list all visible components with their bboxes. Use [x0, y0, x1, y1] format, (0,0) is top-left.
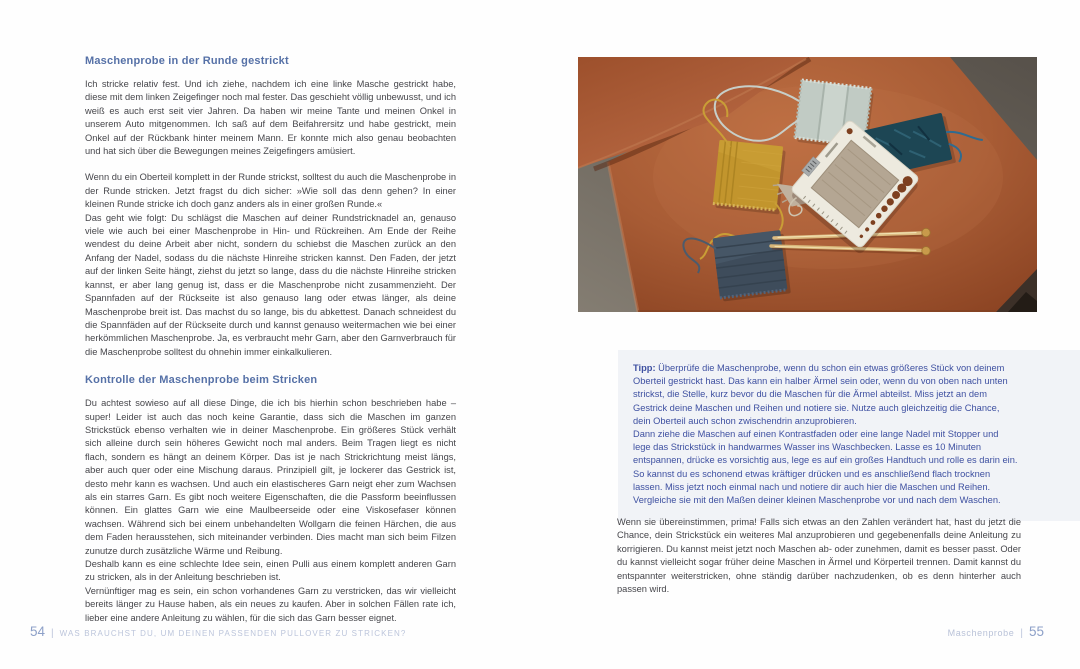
right-page-paragraph: Wenn sie übereinstimmen, prima! Falls sich etwas an den Zahlen verändert hat, hast du jetzt die Chance, dein Strickstück ein weiteres Mal anzuprobieren und gegebenenfalls deine Anleitung zu korrigieren. Du kannst meist jetzt noch Maschen ab- oder zunehmen, damit es besser passt. Oder du kannst vielleicht sogar früher deine Maschen in Ärmel und Körperteil trennen. Damit kannst du entspannter weiterstricken, ohne ständig darüber nachzudenken, ob es denn hinterher auch passen wird. [617, 517, 1021, 595]
tip-paragraph-1 [633, 362, 1018, 428]
tip-label: Tipp: [633, 363, 656, 373]
paragraph: Ich stricke relativ fest. Und ich ziehe, nachdem ich eine linke Masche gestrickt habe, diese mit dem linken Zeigefinger noch mal fester. Das geschieht völlig unbewusst, und ich weiß es auch erst seit vier Jahren. Da haben wir meine Tante und meinen Onkel in unserem Auto mitgenommen. Ich saß auf dem Beifahrersitz und habe gestrickt, mein Onkel auf der Rückbank hinter meinem Mann. Er konnte mich also genau beobachten und hat sich über die Bewegungen meines Zeigefingers amüsiert. [85, 79, 456, 157]
page-number-right: 55 [1028, 624, 1044, 639]
needle-knob-icon [922, 247, 930, 255]
chapter-caption-right: Maschenprobe [947, 628, 1015, 638]
photo-knitting-swatches [578, 57, 1037, 312]
paragraph: Vernünftiger mag es sein, ein schon vorhandenes Garn zu verstricken, das wir vielleicht bereits länger zu Hause haben, als ein neues zu kaufen. Aber in solchen Fällen rate ich, lieber eine andere Anleitung zu wählen, für die sich das Garn besser eignet. [85, 585, 456, 623]
tip-text-1: Überprüfe die Maschenprobe, wenn du schon ein etwas größeres Stück von deinem Oberteil gestrickt hast. Das kann ein halber Ärmel sein oder, wenn du von oben nach unten strickst, die Stelle, kurz bevor du die Maschen für die Ärmel abteilst. Miss jetzt an dem Gestrick deine Maschen und Reihen und notiere sie. Nutze auch gleichzeitig die Chance, dein Oberteil auch schon zwischendrin anzuprobieren. [633, 363, 1008, 426]
section-heading-kontrolle: Kontrolle der Maschenprobe beim Stricken [85, 374, 318, 387]
footer-left [30, 624, 406, 639]
chapter-caption: WAS BRAUCHST DU, UM DEINEN PASSENDEN PULLOVER ZU STRICKEN? [59, 629, 407, 638]
paragraph: Wenn du ein Oberteil komplett in der Runde strickst, solltest du auch die Maschenprobe in der Runde stricken. Jetzt fragst du dich sicher: »Wie soll das denn gehen? In einer kleinen Runde stricke ich doch ganz anders als in einer großen Runde.« [85, 172, 456, 210]
paragraph: Du achtest sowieso auf all diese Dinge, die ich bis hierhin schon beschrieben habe – super! Leider ist auch das noch keine Garantie, dass sich die Maschen im ganzen Strickstück ebenso verhalten wie in deiner Maschenprobe. Ein größeres Stück verhält sich alleine durch sein höheres Gewicht noch mal anders. Beim Tragen liegt es nicht flach, sondern es hängt an deinem Körper. Das ist je nach Strickrichtung meist längs, aber auch quer oder eine Mischung daraus. Prinzipiell gilt, je lockerer das Gestrick ist, desto mehr kann es wachsen. Und auch ein elastischeres Garn neigt eher zum Wachsen als ein starres Garn. Es gibt noch weitere Eigenschaften, die die Passform beeinflussen können. Ein glattes Garn wie eine Maulbeerseide oder eine Viskosefaser können wachsen. Während sich bei einem unbehandelten Wollgarn die feinen Härchen, die aus dem Faden herausstehen, sich miteinander verbinden. Dies macht man sich beim Filzen zunutze durch zusätzliche Wärme und Reibung. [85, 398, 456, 556]
paragraph: Deshalb kann es eine schlechte Idee sein, einen Pulli aus einem komplett anderen Garn zu stricken, als in der Anleitung beschrieben ist. [85, 559, 456, 583]
photo-illustration [578, 57, 1037, 312]
footer-right [948, 624, 1044, 639]
tip-paragraph-2: Dann ziehe die Maschen auf einen Kontrastfaden oder eine lange Nadel mit Stopper und lege das Strickstück in handwarmes Wasser ins Waschbecken. Lasse es 10 Minuten entspannen, drücke es vorsichtig aus, lege es auf ein großes Handtuch und rolle es darin ein. So kannst du es schonend etwas kräftiger drücken und es anschließend flach trocknen lassen. Miss jetzt noch einmal nach und notiere dir auch hier die Maschen und Reihen. Vergleiche sie mit den Maßen deiner kleinen Maschenprobe vor und nach dem Waschen. [633, 429, 1018, 506]
needle-knob-icon [922, 228, 930, 236]
footer-divider: | [51, 628, 54, 639]
paragraph: Das geht wie folgt: Du schlägst die Maschen auf deiner Rundstricknadel an, genauso viele wie auch bei einer Maschenprobe in Hin- und Rückreihen. Am Ende der Reihe wendest du deine Arbeit aber nicht, sondern du schiebst die Maschen zurück an den Anfang der Nadel, sodass du die nächste Hinreihe stricken kannst. Den Faden, der jetzt auf der linken Seite hängt, ziehst du jetzt so lange, dass du die nächste Hinreihe stricken kannst, er aber lang genug ist, dass er die Maschenprobe nicht zusammenzieht. Der Spannfaden auf der Rückseite ist also genauso lang oder etwas länger, als deine Maschenprobe breit ist. Das machst du so lange, bis du abkettest. Danach schneidest du die Spannfäden auf der Rückseite durch und kannst genauso weitermachen wie bei einer herkömmlichen Maschenprobe. Ja, es verbraucht mehr Garn, aber den Garnverbrauch für die Maschenprobe solltest du ohnehin immer einkalkulieren. [85, 212, 456, 357]
page-number-left: 54 [30, 624, 46, 639]
tip-box [618, 350, 1080, 521]
footer-divider: | [1020, 628, 1023, 639]
section-heading-runde: Maschenprobe in der Runde gestrickt [85, 55, 289, 67]
left-text-column [85, 55, 456, 625]
